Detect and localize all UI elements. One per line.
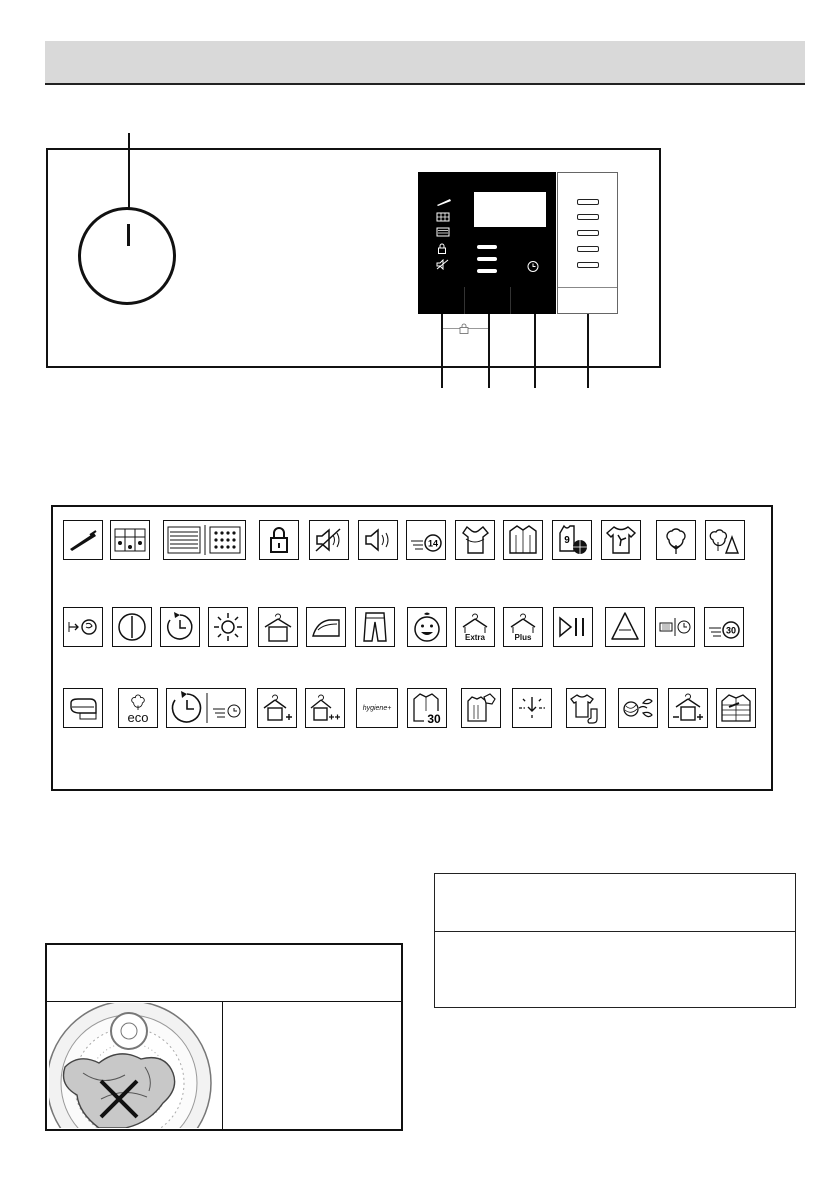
timer-icon bbox=[160, 607, 200, 647]
cotton-icon bbox=[656, 520, 696, 560]
quick-14-icon bbox=[406, 520, 446, 560]
delicate-icon bbox=[455, 520, 495, 560]
iron-dry-icon bbox=[306, 607, 346, 647]
towel-icon bbox=[63, 688, 103, 728]
lock-icon bbox=[259, 520, 299, 560]
refresh-icon bbox=[63, 607, 103, 647]
shirt-30-label: 30 bbox=[427, 712, 441, 725]
knob-indicator bbox=[127, 224, 130, 246]
knob-callout-line bbox=[128, 133, 130, 211]
hang-dry-icon bbox=[258, 607, 298, 647]
dryness-level-icon bbox=[668, 688, 708, 728]
drum-illustration bbox=[49, 1003, 221, 1128]
lock-icon bbox=[437, 243, 447, 257]
hygiene-icon bbox=[356, 688, 398, 728]
start-pause-icon bbox=[553, 607, 593, 647]
wool-icon bbox=[618, 688, 658, 728]
delay-clock-icon bbox=[655, 607, 695, 647]
quick-30-label: 30 bbox=[725, 625, 737, 636]
display-button-1[interactable] bbox=[477, 245, 497, 249]
hang-dry-plusplus-icon bbox=[305, 688, 345, 728]
brush-icon bbox=[63, 520, 103, 560]
hygiene-label: hygiene+ bbox=[362, 704, 392, 712]
synthetic-icon bbox=[705, 520, 745, 560]
tshirt-fan-icon bbox=[601, 520, 641, 560]
option-button-1[interactable] bbox=[577, 199, 599, 205]
low-heat-icon bbox=[512, 688, 552, 728]
stripes-icon bbox=[436, 227, 450, 240]
filter-condenser-icon bbox=[163, 520, 246, 560]
extra-label: Extra bbox=[464, 632, 485, 642]
mute-icon bbox=[436, 259, 450, 273]
option-button-strip bbox=[557, 172, 618, 314]
sound-icon bbox=[358, 520, 398, 560]
info-table bbox=[434, 873, 796, 1008]
delay-indicator-icon bbox=[526, 259, 540, 278]
timer-quick-icon bbox=[166, 688, 246, 728]
power-icon bbox=[112, 607, 152, 647]
eco-label: eco bbox=[127, 709, 149, 725]
callout-line-3 bbox=[534, 314, 536, 388]
callout-line-4 bbox=[587, 314, 589, 388]
callout-line-1 bbox=[441, 314, 443, 388]
plus-dry-icon bbox=[503, 607, 543, 647]
warning-table-header bbox=[47, 945, 401, 1001]
info-table-header bbox=[435, 874, 795, 931]
option-button-3[interactable] bbox=[577, 230, 599, 236]
callout-line-2 bbox=[488, 314, 490, 388]
eco-cotton-icon bbox=[118, 688, 158, 728]
filter-grid-icon bbox=[110, 520, 150, 560]
bottom-button-row bbox=[418, 287, 556, 314]
baby-icon bbox=[407, 607, 447, 647]
display-button-2[interactable] bbox=[477, 257, 497, 261]
option-button-4[interactable] bbox=[577, 246, 599, 252]
shirt-30-icon bbox=[407, 688, 447, 728]
plus-label: Plus bbox=[514, 632, 532, 642]
sportswear-icon bbox=[552, 520, 592, 560]
option-button-2[interactable] bbox=[577, 214, 599, 220]
shirt-icon bbox=[503, 520, 543, 560]
sport-socks-icon bbox=[566, 688, 606, 728]
quick-14-label: 14 bbox=[427, 538, 439, 549]
mute-icon bbox=[309, 520, 349, 560]
option-button-5[interactable] bbox=[577, 262, 599, 268]
sportswear-label: 9 bbox=[564, 535, 570, 546]
quick-30-icon bbox=[704, 607, 744, 647]
strip-divider bbox=[558, 287, 617, 288]
warning-text-cell bbox=[227, 1005, 397, 1125]
jeans-icon bbox=[355, 607, 395, 647]
mixed-icon bbox=[461, 688, 501, 728]
sun-icon bbox=[208, 607, 248, 647]
extra-dry-icon bbox=[455, 607, 495, 647]
section-header-bar bbox=[45, 41, 805, 85]
down-jacket-icon bbox=[716, 688, 756, 728]
info-table-body bbox=[435, 932, 795, 1007]
display-button-3[interactable] bbox=[477, 269, 497, 273]
pen-icon bbox=[436, 197, 452, 210]
warning-table bbox=[45, 943, 403, 1131]
program-knob[interactable] bbox=[78, 207, 176, 305]
lock-bracket bbox=[441, 323, 488, 333]
hang-dry-plus-icon bbox=[257, 688, 297, 728]
sweater-icon bbox=[436, 212, 450, 225]
display-screen bbox=[474, 192, 546, 227]
synthetics-symbol-icon bbox=[605, 607, 645, 647]
